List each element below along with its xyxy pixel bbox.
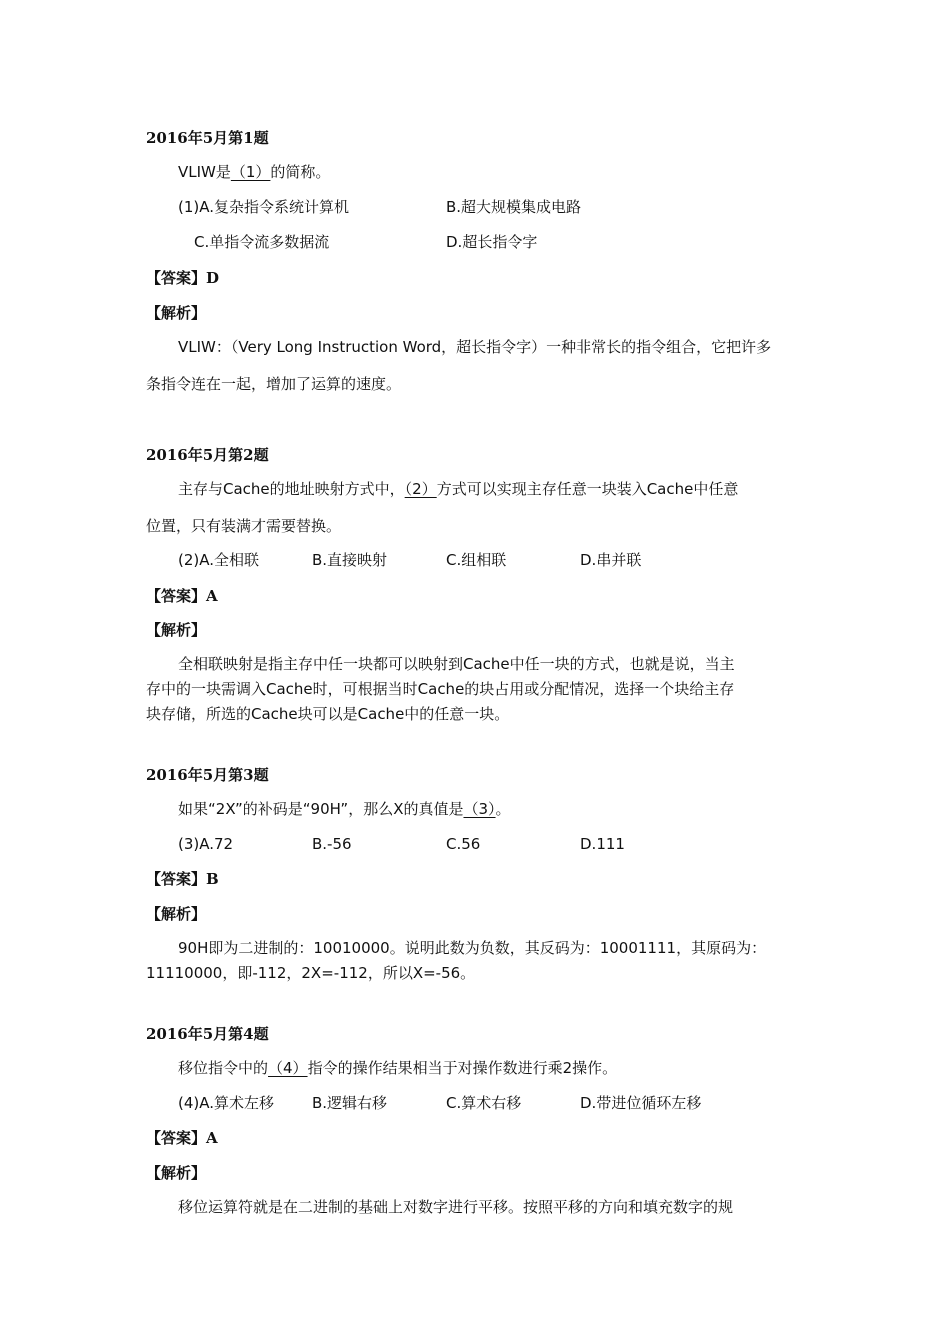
answer-blank: （4）	[268, 1059, 308, 1077]
analysis-label: 【解析】	[146, 304, 207, 322]
question-title: 2016年5月第4题	[146, 1025, 269, 1043]
option-a: (3)A.72	[178, 835, 234, 853]
answer-blank: （2）	[404, 480, 437, 498]
question-stem: 移位指令中的（4）指令的操作结果相当于对操作数进行乘2操作。	[178, 1059, 618, 1077]
question-title: 2016年5月第2题	[146, 446, 269, 464]
answer-value: A	[206, 587, 218, 605]
option-a: (4)A.算术左移	[178, 1094, 275, 1112]
answer-value: A	[206, 1129, 218, 1147]
question-title: 2016年5月第3题	[146, 766, 269, 784]
option-a: (2)A.全相联	[178, 551, 260, 569]
option-c: C.算术右移	[446, 1094, 522, 1112]
answer-line: 【答案】B	[146, 870, 219, 888]
answer-blank: （1）	[230, 163, 271, 181]
analysis-text: 条指令连在一起，增加了运算的速度。	[146, 375, 402, 393]
answer-blank: （3）	[463, 800, 496, 818]
option-d: D.111	[580, 835, 625, 853]
analysis-text: VLIW：（Very Long Instruction Word，超长指令字）一种非常长的指令组合，它把许多	[178, 338, 772, 356]
answer-value: D	[206, 269, 220, 287]
question-stem: VLIW是（1）的简称。	[178, 163, 331, 181]
question-stem: 如果“2X”的补码是“90H”，那么X的真值是（3）。	[178, 800, 511, 818]
answer-value: B	[206, 870, 219, 888]
analysis-text: 存中的一块需调入Cache时，可根据当时Cache的块占用或分配情况，选择一个块给主存	[146, 680, 735, 698]
analysis-text: 块存储，所选的Cache块可以是Cache中的任意一块。	[146, 705, 510, 723]
option-c: C.单指令流多数据流	[194, 233, 330, 251]
option-b: B.逻辑右移	[312, 1094, 388, 1112]
answer-line: 【答案】A	[146, 1129, 218, 1147]
option-a: (1)A.复杂指令系统计算机	[178, 198, 350, 216]
question-stem: 位置，只有装满才需要替换。	[146, 517, 342, 535]
question-title: 2016年5月第1题	[146, 129, 269, 147]
analysis-label: 【解析】	[146, 905, 207, 923]
analysis-label: 【解析】	[146, 1164, 207, 1182]
option-d: D.串并联	[580, 551, 642, 569]
option-c: C.组相联	[446, 551, 507, 569]
analysis-text: 全相联映射是指主存中任一块都可以映射到Cache中任一块的方式，也就是说，当主	[178, 655, 735, 673]
option-c: C.56	[446, 835, 481, 853]
answer-line: 【答案】A	[146, 587, 218, 605]
analysis-text: 11110000，即-112，2X=-112，所以X=-56。	[146, 964, 476, 982]
question-stem: 主存与Cache的地址映射方式中，（2）方式可以实现主存任意一块装入Cache中任意	[178, 480, 739, 498]
analysis-label: 【解析】	[146, 621, 207, 639]
option-b: B.直接映射	[312, 551, 388, 569]
answer-line: 【答案】D	[146, 269, 220, 287]
analysis-text: 移位运算符就是在二进制的基础上对数字进行平移。按照平移的方向和填充数字的规	[178, 1198, 734, 1216]
analysis-text: 90H即为二进制的：10010000。说明此数为负数，其反码为：10001111，其原码为：	[178, 939, 767, 957]
option-b: B.-56	[312, 835, 352, 853]
option-d: D.带进位循环左移	[580, 1094, 702, 1112]
option-d: D.超长指令字	[446, 233, 538, 251]
option-b: B.超大规模集成电路	[446, 198, 582, 216]
